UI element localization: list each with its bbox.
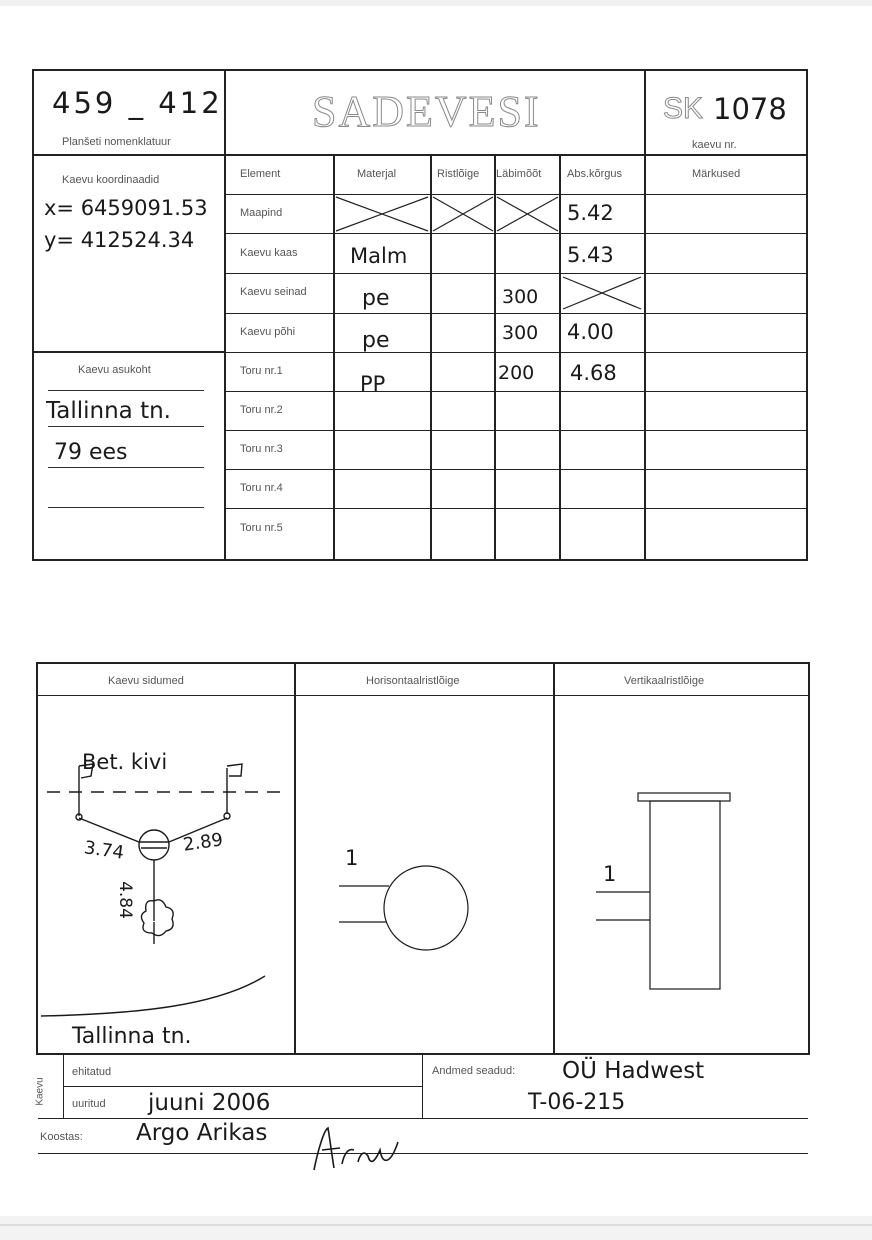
col-header-height: Abs.kõrgus — [567, 168, 623, 180]
row-label: Maapind — [240, 207, 283, 219]
crossed-cells — [333, 194, 560, 234]
vertical-section-drawing — [554, 696, 808, 1053]
col-header-diameter: Läbimõõt — [496, 168, 542, 180]
footer-built-label: ehitatud — [72, 1066, 112, 1078]
footer-data-label: Andmed seadud: — [432, 1065, 516, 1077]
bet-kivi-label: Bet. kivi — [82, 750, 168, 774]
coordinate-y: y= 412524.34 — [44, 228, 195, 252]
horizontal-section-drawing — [295, 696, 553, 1053]
nomenclature-label: Planšeti nomenklatuur — [62, 136, 171, 148]
sketch-title: Kaevu sidumed — [108, 675, 184, 687]
page-title: SADEVESI — [312, 87, 541, 136]
cell-diameter: 200 — [498, 362, 535, 384]
nomenclature-value: 459 _ 412 — [52, 86, 223, 120]
cell-height: 4.68 — [570, 361, 617, 385]
cell-height: 5.43 — [567, 243, 614, 267]
row-label: Toru nr.1 — [240, 365, 283, 377]
sketch-title: Vertikaalristlõige — [624, 675, 705, 687]
footer-side-label: Kaevu — [34, 1077, 46, 1106]
scan-edge-line — [0, 1224, 872, 1226]
col-header-element: Element — [240, 168, 281, 180]
row-label: Toru nr.4 — [240, 482, 283, 494]
well-prefix: SK — [663, 92, 704, 125]
col-header-cross: Ristlõige — [437, 168, 480, 180]
scan-edge-top — [0, 0, 872, 6]
cell-material: PP — [360, 372, 386, 396]
coordinate-x: x= 6459091.53 — [44, 196, 208, 220]
row-label: Toru nr.2 — [240, 404, 283, 416]
col-header-notes: Märkused — [692, 168, 741, 180]
well-number-label: kaevu nr. — [692, 139, 737, 151]
footer-author-label: Koostas: — [40, 1131, 83, 1143]
footer-surveyed-label: uuritud — [72, 1098, 106, 1110]
distance-tree: 4.84 — [114, 881, 135, 919]
distance-right: 2.89 — [181, 829, 225, 856]
scan-edge-bottom — [0, 1216, 872, 1240]
well-number: 1078 — [713, 92, 787, 126]
crossed-cell-height — [559, 273, 645, 313]
author-signature — [310, 1120, 410, 1176]
row-label: Toru nr.3 — [240, 443, 283, 455]
row-label: Kaevu põhi — [240, 326, 296, 338]
location-line2: 79 ees — [54, 440, 128, 465]
cell-diameter: 300 — [502, 322, 539, 344]
cell-diameter: 300 — [502, 286, 539, 308]
footer-data-reference: T-06-215 — [528, 1090, 626, 1115]
cell-height: 5.42 — [567, 201, 614, 225]
footer-surveyed-date: juuni 2006 — [148, 1090, 271, 1116]
row-label: Kaevu kaas — [240, 247, 298, 259]
location-label: Kaevu asukoht — [78, 364, 151, 376]
cell-height: 4.00 — [567, 320, 614, 344]
cell-material: pe — [362, 286, 390, 311]
sketch-title: Horisontaalristlõige — [366, 675, 460, 687]
row-label: Kaevu seinad — [240, 286, 307, 298]
pipe-label-vertical: 1 — [603, 862, 617, 886]
cell-material: Malm — [350, 244, 408, 268]
pipe-label-horizontal: 1 — [345, 846, 359, 870]
cell-material: pe — [362, 328, 390, 353]
street-label: Tallinna tn. — [72, 1024, 192, 1049]
col-header-material: Materjal — [357, 168, 397, 180]
footer-author-name: Argo Arikas — [136, 1120, 268, 1146]
row-label: Toru nr.5 — [240, 522, 283, 534]
coordinates-label: Kaevu koordinaadid — [62, 174, 160, 186]
footer-data-company: OÜ Hadwest — [562, 1058, 705, 1084]
location-line1: Tallinna tn. — [46, 398, 171, 424]
distance-left: 3.74 — [82, 837, 126, 864]
